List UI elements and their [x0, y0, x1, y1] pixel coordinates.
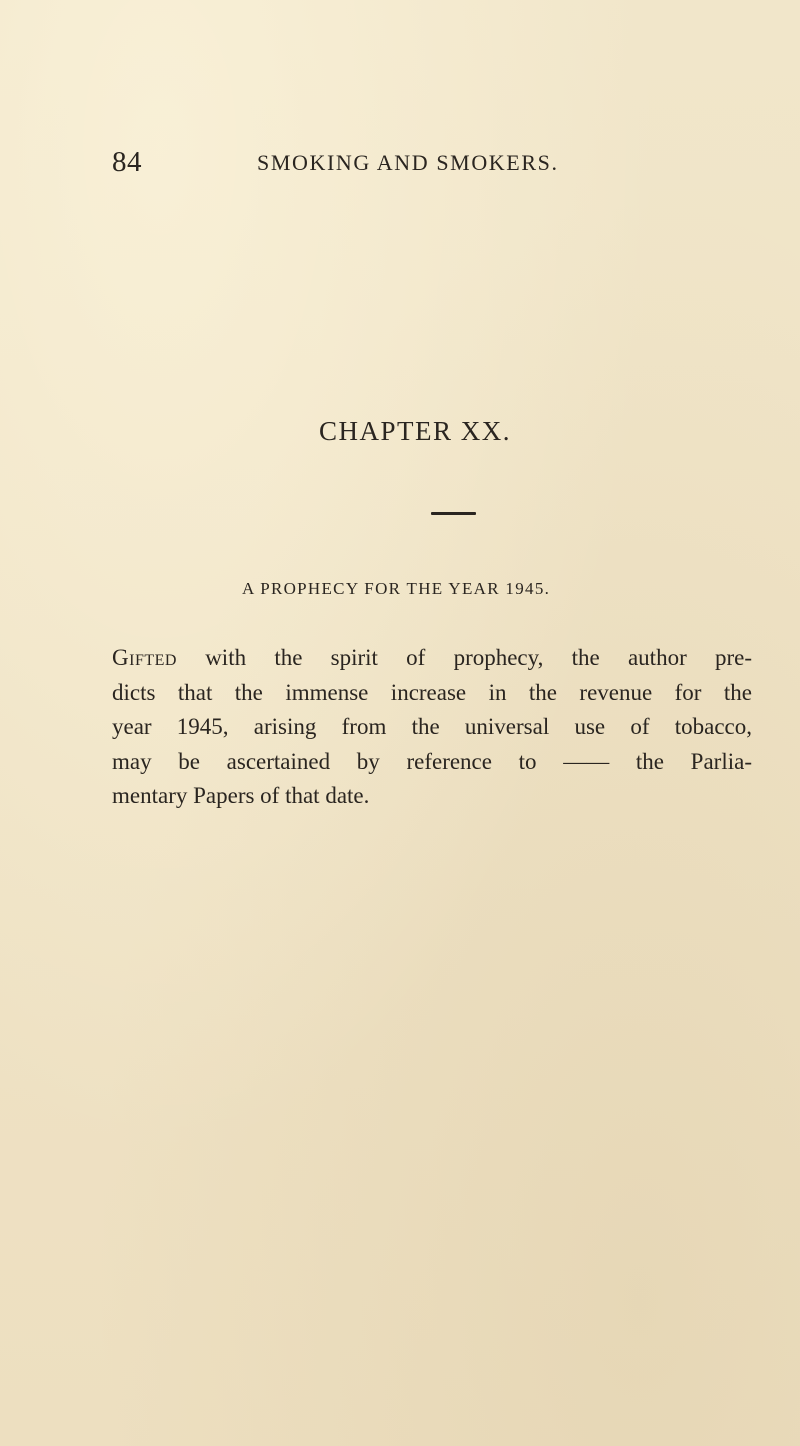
- body-line-1-text: with the spirit of prophecy, the author pre-: [176, 645, 752, 670]
- section-title: A PROPHECY FOR THE YEAR 1945.: [242, 579, 551, 598]
- running-title: SMOKING AND SMOKERS.: [257, 150, 559, 175]
- body-line-1: [112, 641, 752, 676]
- chapter-rule: [431, 512, 476, 515]
- page-number: 84: [112, 146, 142, 178]
- running-head: [112, 146, 752, 186]
- body-paragraph: [112, 641, 752, 814]
- body-line-5: mentary Papers of that date.: [112, 783, 370, 808]
- body-line-4: may be ascertained by reference to —— the Parlia-: [112, 748, 752, 774]
- body-line-2: dicts that the immense increase in the revenue for the: [112, 679, 752, 705]
- lead-word: Gifted: [112, 645, 177, 670]
- body-line-3: year 1945, arising from the universal use of tobacco,: [112, 714, 752, 739]
- chapter-title: CHAPTER XX.: [318, 416, 511, 446]
